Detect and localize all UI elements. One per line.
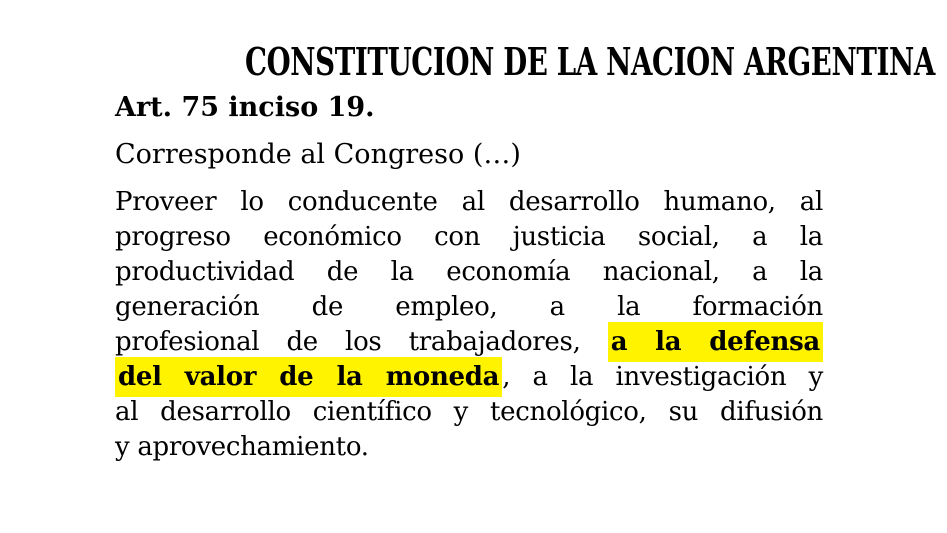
text-segment: profesional de los trabajadores, bbox=[115, 327, 608, 357]
paragraph-line bbox=[115, 290, 823, 325]
paragraph-line bbox=[115, 220, 823, 255]
text-segment: progreso económico con justicia social, a la bbox=[115, 222, 823, 252]
text-segment: productividad de la economía nacional, a la bbox=[115, 257, 823, 287]
paragraph-line bbox=[115, 430, 823, 465]
body-paragraph bbox=[115, 185, 823, 465]
highlighted-text: del valor de la moneda bbox=[115, 357, 502, 397]
paragraph-line bbox=[115, 395, 823, 430]
paragraph-line bbox=[115, 185, 823, 220]
document-title: CONSTITUCION DE LA NACION ARGENTINA bbox=[244, 39, 935, 84]
intro-line: Corresponde al Congreso (…) bbox=[115, 139, 521, 170]
paragraph-line bbox=[115, 325, 823, 360]
text-segment: al desarrollo científico y tecnológico, su difusión bbox=[115, 397, 823, 427]
paragraph-line bbox=[115, 360, 823, 395]
text-segment: y aprovechamiento. bbox=[115, 432, 369, 462]
text-segment: Proveer lo conducente al desarrollo humano, al bbox=[115, 187, 823, 217]
text-segment: generación de empleo, a la formación bbox=[115, 292, 823, 322]
text-segment: , a la investigación y bbox=[502, 362, 823, 392]
highlighted-text: a la defensa bbox=[608, 322, 823, 362]
article-heading: Art. 75 inciso 19. bbox=[115, 92, 375, 123]
title-row bbox=[115, 39, 935, 84]
paragraph-line bbox=[115, 255, 823, 290]
